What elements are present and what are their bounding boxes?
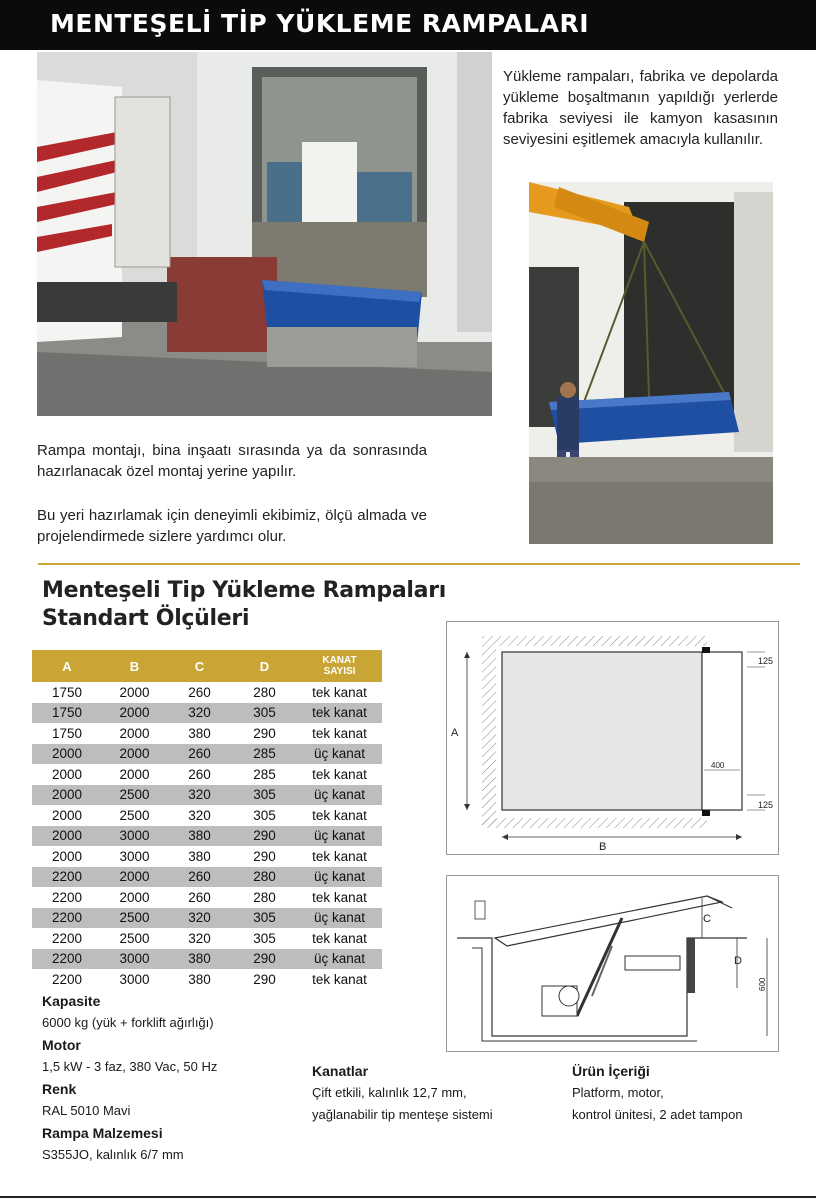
dim-400: 400 (711, 761, 725, 770)
table-cell: 2200 (51, 971, 83, 987)
table-cell: 1750 (51, 725, 83, 741)
table-cell: 3000 (119, 848, 150, 864)
table-header-row (32, 650, 382, 682)
col-header-c: C (167, 650, 232, 682)
table-body (32, 682, 382, 990)
renk-label: Renk (42, 1081, 77, 1097)
table-cell: 305 (232, 785, 297, 806)
table-cell: 305 (253, 930, 276, 946)
side-view-diagram (446, 875, 779, 1052)
renk-value: RAL 5010 Mavi (42, 1103, 131, 1118)
urun-value-1: Platform, motor, (572, 1085, 664, 1100)
table-cell: 305 (232, 703, 297, 724)
table-cell: 2000 (102, 744, 167, 765)
table-cell: 380 (188, 971, 211, 987)
plan-view-diagram (446, 621, 779, 855)
table-cell: 280 (253, 684, 276, 700)
table-cell: 2200 (32, 867, 102, 888)
table-cell: 290 (253, 725, 276, 741)
table-cell: 2000 (51, 807, 83, 823)
table-cell: 2000 (32, 785, 102, 806)
table-cell: 260 (188, 684, 211, 700)
intro-left-paragraph-2: Bu yeri hazırlamak için deneyimli ekibimiz, ölçü almada ve projelendirmede sizlere yardımcı olur. (37, 507, 427, 545)
table-cell: 2000 (119, 725, 150, 741)
table-row (32, 805, 382, 826)
col-header-a: A (32, 650, 102, 682)
table-cell: 1750 (51, 684, 83, 700)
table-cell: 260 (188, 766, 211, 782)
dim-125-bottom: 125 (758, 800, 774, 810)
table-cell: tek kanat (312, 807, 367, 823)
table-cell: 280 (232, 867, 297, 888)
col-header-b: B (102, 650, 167, 682)
table-cell: üç kanat (297, 867, 382, 888)
table-row (32, 908, 382, 929)
urun-value-2: kontrol ünitesi, 2 adet tampon (572, 1107, 743, 1122)
table-cell: 260 (188, 889, 211, 905)
motor-label: Motor (42, 1037, 81, 1053)
table-cell: 380 (188, 848, 211, 864)
table-cell: üç kanat (297, 785, 382, 806)
table-row (32, 928, 382, 949)
kanatlar-value-1: Çift etkili, kalınlık 12,7 mm, (312, 1085, 467, 1100)
intro-right-paragraph: Yükleme rampaları, fabrika ve depolarda yükleme boşaltmanın yapıldığı yerlerde fabrika seviyesi ile kamyon kasasının seviyesini eşitlemek amacıyla kullanılır. (503, 68, 778, 148)
table-cell: tek kanat (312, 930, 367, 946)
label-d: D (734, 955, 742, 967)
table-cell: 320 (167, 908, 232, 929)
spec-block-kanatlar (312, 1060, 552, 1126)
label-a: A (451, 727, 459, 739)
table-cell: 2200 (32, 908, 102, 929)
loading-dock-photo (37, 52, 492, 416)
table-cell: 260 (167, 867, 232, 888)
table-cell: 2000 (51, 766, 83, 782)
section-title-line1: Menteşeli Tip Yükleme Rampaları (42, 578, 446, 603)
table-cell: 2000 (32, 744, 102, 765)
kanatlar-value-2: yağlanabilir tip menteşe sistemi (312, 1107, 493, 1122)
table-row (32, 867, 382, 888)
table-cell: 3000 (102, 826, 167, 847)
label-c: C (703, 913, 711, 925)
table-cell: üç kanat (297, 826, 382, 847)
table-cell: 380 (188, 725, 211, 741)
table-cell: 320 (167, 785, 232, 806)
intro-left-paragraph-1: Rampa montajı, bina inşaatı sırasında ya da sonrasında hazırlanacak özel montaj yerine yapılır. (37, 442, 427, 480)
table-cell: 260 (167, 744, 232, 765)
table-cell: 290 (253, 848, 276, 864)
table-cell: 2000 (51, 848, 83, 864)
table-cell: tek kanat (312, 766, 367, 782)
table-cell: 380 (167, 826, 232, 847)
table-cell: 290 (232, 826, 297, 847)
table-cell: 3000 (102, 949, 167, 970)
table-row (32, 744, 382, 765)
table-cell: üç kanat (297, 908, 382, 929)
table-cell: 2000 (119, 684, 150, 700)
table-cell: tek kanat (312, 848, 367, 864)
table-row (32, 682, 382, 703)
table-cell: 2000 (119, 889, 150, 905)
table-cell: 2500 (119, 807, 150, 823)
section-title (42, 577, 446, 633)
table-cell: 3000 (119, 971, 150, 987)
section-divider (38, 563, 800, 565)
table-cell: 2000 (102, 867, 167, 888)
table-cell: 285 (253, 766, 276, 782)
motor-value: 1,5 kW - 3 faz, 380 Vac, 50 Hz (42, 1059, 218, 1074)
table-cell: 380 (167, 949, 232, 970)
bottom-rule (0, 1196, 816, 1198)
table-cell: tek kanat (312, 684, 367, 700)
table-cell: tek kanat (297, 703, 382, 724)
col-header-kanat (297, 650, 382, 682)
col-header-kanat-line2: SAYISI (323, 666, 356, 677)
table-cell: tek kanat (312, 971, 367, 987)
col-header-d: D (232, 650, 297, 682)
table-cell: 2200 (51, 889, 83, 905)
kanatlar-label: Kanatlar (312, 1063, 369, 1079)
section-title-line2: Standart Ölçüleri (42, 606, 250, 631)
title-bar (0, 0, 816, 50)
urun-label: Ürün İçeriği (572, 1063, 650, 1079)
table-cell: 320 (167, 703, 232, 724)
table-row (32, 785, 382, 806)
table-cell: 2200 (51, 930, 83, 946)
table-cell: 285 (232, 744, 297, 765)
table-cell: tek kanat (312, 725, 367, 741)
table-cell: üç kanat (297, 949, 382, 970)
malzeme-label: Rampa Malzemesi (42, 1125, 163, 1141)
table-cell: 2200 (32, 949, 102, 970)
table-cell: 320 (188, 807, 211, 823)
table-cell: 2500 (102, 785, 167, 806)
table-row (32, 826, 382, 847)
table-row (32, 703, 382, 724)
table-cell: üç kanat (297, 744, 382, 765)
table-row (32, 723, 382, 744)
label-b: B (599, 841, 607, 853)
table-cell: 2500 (102, 908, 167, 929)
kapasite-label: Kapasite (42, 993, 101, 1009)
table-cell: 290 (232, 949, 297, 970)
spec-block-urun (572, 1060, 802, 1126)
table-cell: 305 (253, 807, 276, 823)
table-cell: 290 (253, 971, 276, 987)
table-row (32, 949, 382, 970)
col-header-kanat-line1: KANAT (322, 655, 357, 666)
table-cell: tek kanat (312, 889, 367, 905)
page-title: MENTEŞELİ TİP YÜKLEME RAMPALARI (50, 9, 590, 38)
crane-install-photo (529, 182, 773, 544)
spec-block-left (42, 990, 312, 1166)
dimensions-table (32, 650, 382, 990)
table-cell: 1750 (32, 703, 102, 724)
table-cell: 320 (188, 930, 211, 946)
table-cell: 2000 (102, 703, 167, 724)
table-cell: 2000 (32, 826, 102, 847)
table-row (32, 846, 382, 867)
table-row (32, 764, 382, 785)
table-cell: 2000 (119, 766, 150, 782)
table-cell: 2500 (119, 930, 150, 946)
dim-600: 600 (758, 977, 767, 991)
malzeme-value: S355JO, kalınlık 6/7 mm (42, 1147, 184, 1162)
dim-125-top: 125 (758, 656, 774, 666)
table-cell: 305 (232, 908, 297, 929)
table-row (32, 969, 382, 990)
table-cell: 280 (253, 889, 276, 905)
kapasite-value: 6000 kg (yük + forklift ağırlığı) (42, 1015, 214, 1030)
table-row (32, 887, 382, 908)
